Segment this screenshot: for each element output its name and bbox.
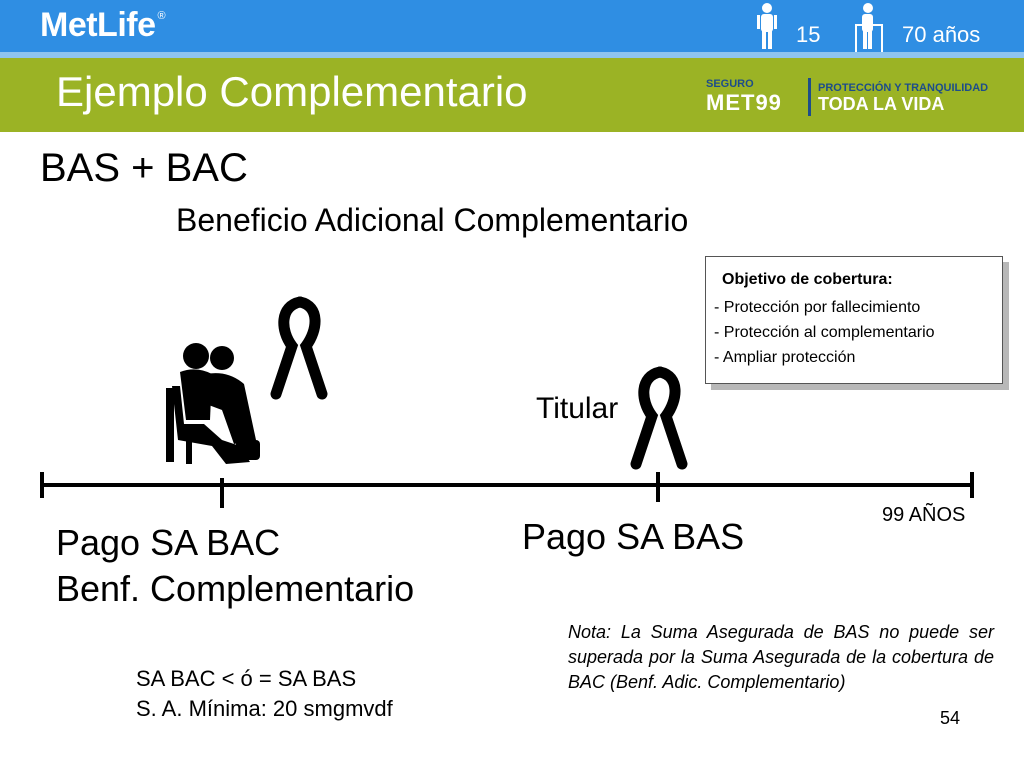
nota-text: Nota: La Suma Asegurada de BAS no puede ser superada por la Suma Asegurada de la cobertura de BAC (Benf. Adic. Complementario) (568, 622, 994, 692)
brand-met99: MET99 (706, 90, 782, 115)
end-age-label: 99 AÑOS (882, 504, 966, 526)
sa-line1: SA BAC < ó = SA BAS (136, 666, 357, 691)
logo-text: MetLife (40, 6, 156, 44)
brand-seguro: SEGURO (706, 78, 754, 90)
pago-bac-line2: Benf. Complementario (56, 568, 415, 609)
age-old-label: 70 años (902, 22, 981, 47)
brand-vida: TODA LA VIDA (818, 94, 945, 114)
objective-item: - Protección al complementario (714, 324, 935, 341)
titular-label: Titular (536, 392, 619, 425)
page-number: 54 (940, 708, 961, 728)
pago-bas-label: Pago SA BAS (522, 516, 745, 557)
pago-bac-line1: Pago SA BAC (56, 522, 281, 563)
logo-mark: ® (157, 10, 166, 22)
couple-silhouette-icon (166, 343, 260, 464)
age-young-label: 15 (796, 22, 821, 47)
pago-bac-label (56, 520, 414, 612)
mourning-ribbon-icon (276, 302, 322, 394)
subheading: Beneficio Adicional Complementario (176, 202, 689, 238)
heading: BAS + BAC (40, 146, 248, 190)
objective-item: - Protección por fallecimiento (714, 299, 921, 316)
objective-item: - Ampliar protección (714, 349, 856, 366)
objective-title: Objetivo de cobertura: (722, 271, 893, 288)
mourning-ribbon-icon (636, 372, 682, 464)
sa-notes (136, 664, 393, 724)
brand-tagline: PROTECCIÓN Y TRANQUILIDAD (818, 82, 989, 94)
sa-line2: S. A. Mínima: 20 smgmvdf (136, 696, 393, 721)
slide-title: Ejemplo Complementario (56, 68, 528, 115)
